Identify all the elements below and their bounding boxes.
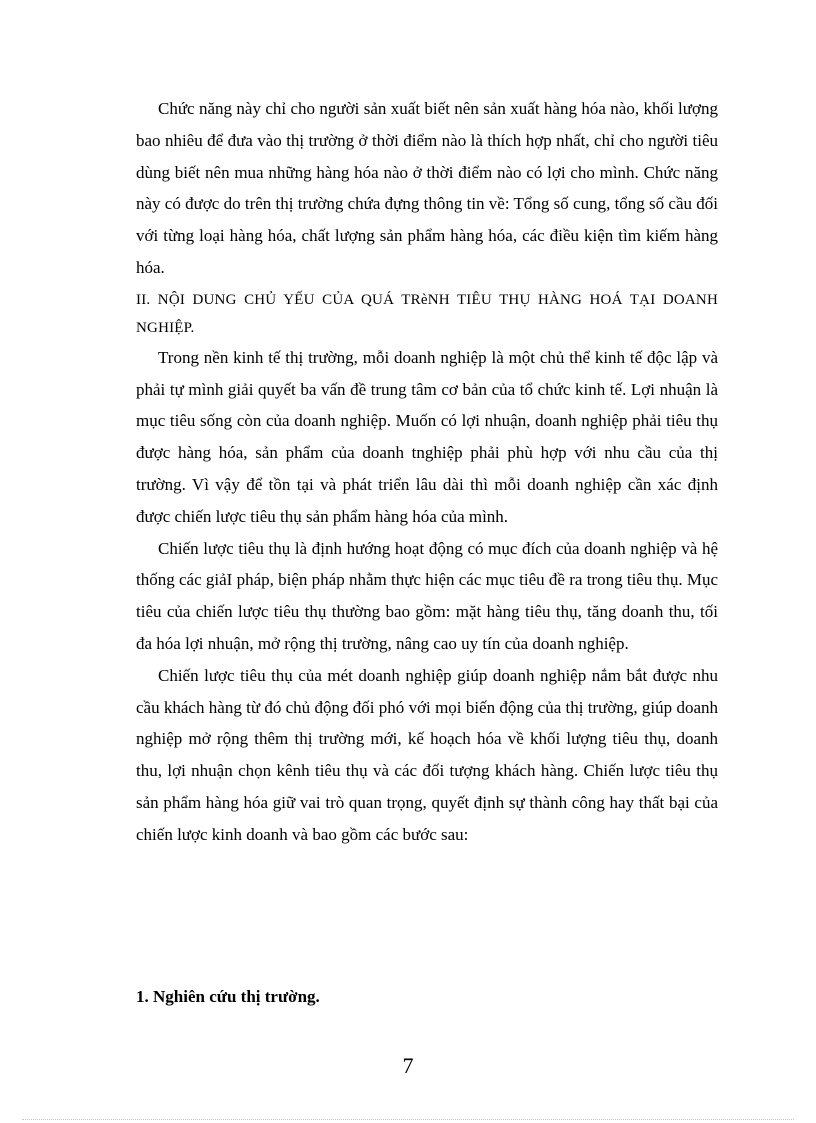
page-body: [136, 93, 718, 1006]
paragraph-market-function: Chức năng này chỉ cho người sản xuất biết nên sản xuất hàng hóa nào, khối lượng bao nhiêu để đưa vào thị trường ở thời điểm nào là thích hợp nhất, chỉ cho người tiêu dùng biết nên mua những hàng hóa nào ở thời điểm nào có lợi cho mình. Chức năng này có được do trên thị trường chứa đựng thông tin về: Tổng số cung, tổng số cầu đối với từng loại hàng hóa, chất lượng sản phẩm hàng hóa, các điều kiện tìm kiếm hàng hóa.: [136, 99, 718, 277]
paragraph-market-economy: Trong nền kinh tế thị trường, mỗi doanh nghiệp là một chủ thể kinh tế độc lập và phải tự mình giải quyết ba vấn đề trung tâm cơ bản của tổ chức kinh tế. Lợi nhuận là mục tiêu sống còn của doanh nghiệp. Muốn có lợi nhuận, doanh nghiệp phải tiêu thụ được hàng hóa, sản phẩm của doanh tnghiệp phải phù hợp với nhu cầu của thị trường. Vì vậy để tồn tại và phát triển lâu dài thì mỗi doanh nghiệp cần xác định được chiến lược tiêu thụ sản phẩm hàng hóa của mình.: [136, 347, 718, 526]
chapter-heading: II. NỘI DUNG CHỦ YẾU CỦA QUÁ TRèNH TIÊU THỤ HÀNG HOÁ TẠI DOANH NGHIỆP.: [136, 291, 718, 336]
page-number: 7: [402, 1053, 414, 1078]
section-title: 1. Nghiên cứu thị trường.: [136, 987, 320, 1006]
paragraph-sales-strategy: Chiến lược tiêu thụ là định hướng hoạt động có mục đích của doanh nghiệp và hệ thống các giảI pháp, biện pháp nhằm thực hiện các mục tiêu đề ra trong tiêu thụ. Mục tiêu của chiến lược tiêu thụ thường bao gồm: mặt hàng tiêu thụ, tăng doanh thu, tối đa hóa lợi nhuận, mở rộng thị trường, nâng cao uy tín của doanh nghiệp.: [136, 538, 718, 653]
page-bottom-divider: [22, 1119, 794, 1120]
paragraph-strategy-role: Chiến lược tiêu thụ của mét doanh nghiệp giúp doanh nghiệp nắm bắt được nhu cầu khách hàng từ đó chủ động đối phó với mọi biến động của thị trường, giúp doanh nghiệp mở rộng thêm thị trường mới, kế hoạch hóa về khối lượng tiêu thụ, doanh thu, lợi nhuận chọn kênh tiêu thụ và các đối tượng khách hàng. Chiến lược tiêu thụ sản phẩm hàng hóa giữ vai trò quan trọng, quyết định sự thành công hay thất bại của chiến lược kinh doanh và bao gồm các bước sau:: [136, 665, 718, 844]
